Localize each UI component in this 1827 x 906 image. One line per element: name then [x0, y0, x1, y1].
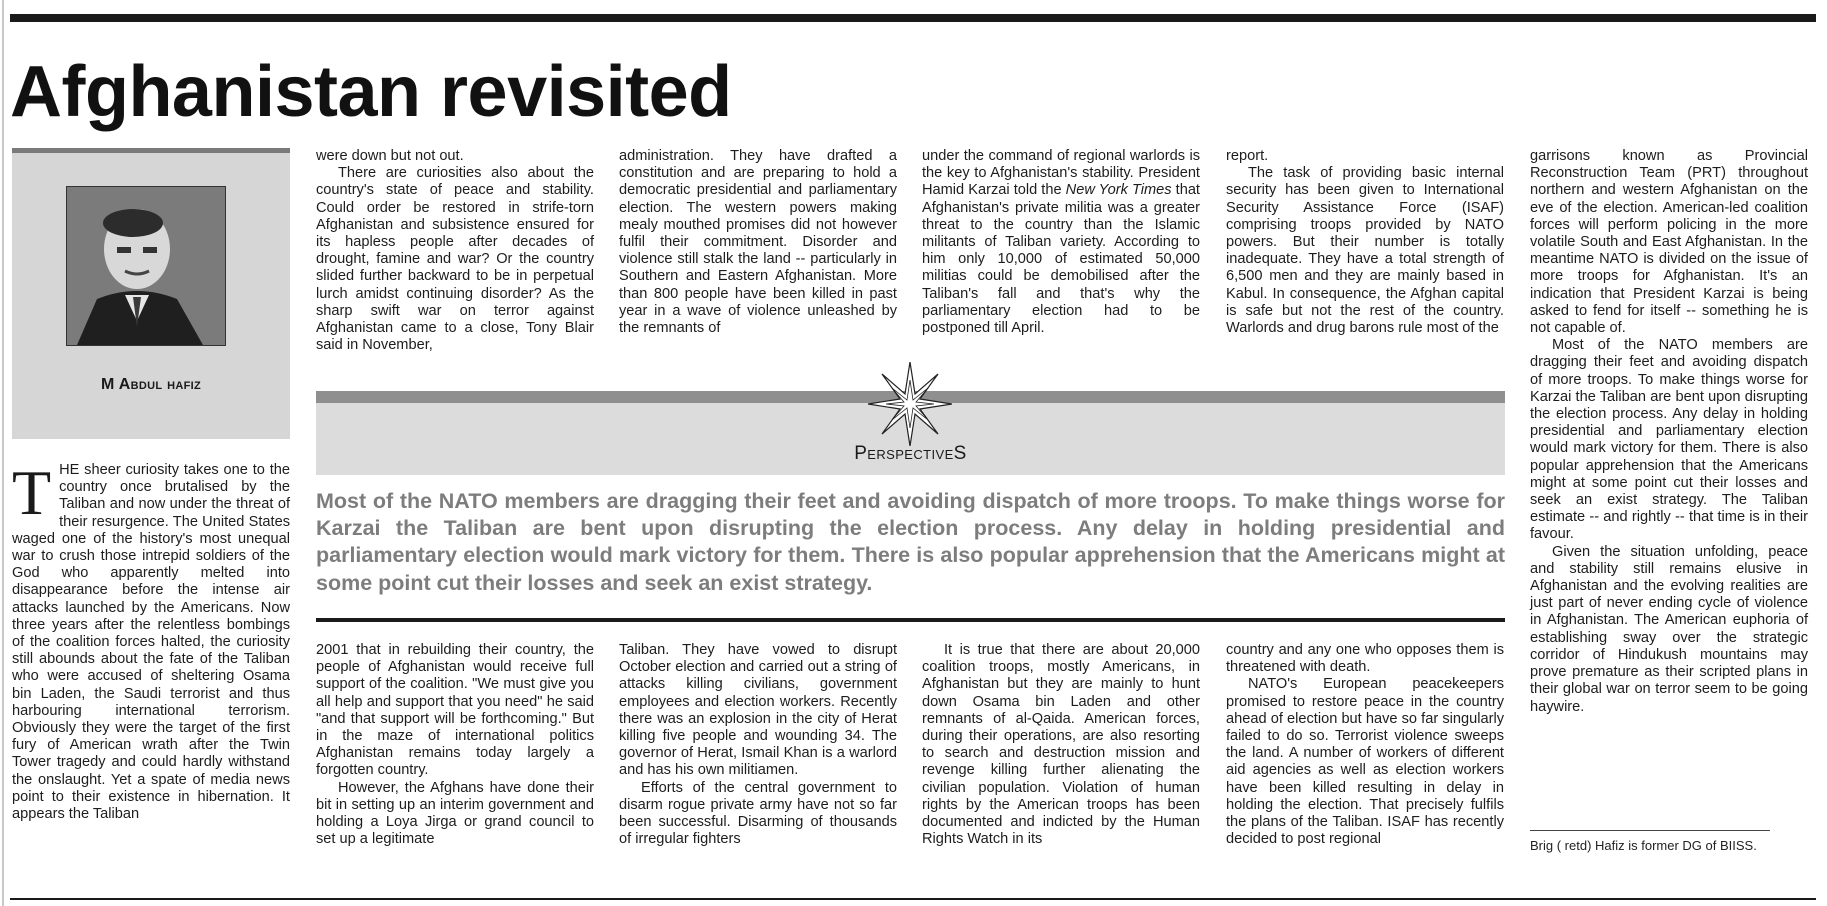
column-5-top — [1226, 148, 1504, 337]
column-2-bottom — [316, 642, 594, 848]
column-2-top — [316, 148, 594, 354]
drop-cap: T — [12, 457, 52, 528]
headline: Afghanistan revisited — [10, 52, 732, 132]
paragraph: 2001 that in rebuilding their country, the people of Afghanistan would receive full support of the coalition. "We must give you all help and support that you need" he said "and that support will be forthcoming." But in the maze of international politics Afghanistan remains today largely a forgotten country. — [316, 642, 594, 779]
column-4-bottom — [922, 642, 1200, 848]
top-rule — [10, 14, 1816, 22]
starburst-icon — [868, 362, 952, 446]
column-4-top — [922, 148, 1200, 337]
paragraph: However, the Afghans have done their bit in setting up an interim government and holding a Loya Jirga or grand council to set up a legitimate — [316, 779, 594, 848]
starburst-drawing — [868, 362, 952, 446]
text-run: under the command of regional warlords is the key to Afghanistan's stability. President Hamid Karzai told the — [922, 148, 1200, 199]
author-byline: M Abdul hafiz — [100, 376, 201, 393]
paragraph: NATO's European peacekeepers promised to restore peace in the country ahead of election but have so far singularly failed to do so. Terrorist violence sweeps the land. A number of workers of different aid agencies as well as election workers have been killed resulting in delay in holding the election. That precisely fulfils the plans of the Taliban. ISAF has recently decided to post regional — [1226, 676, 1504, 848]
paragraph: Given the situation unfolding, peace and stability still remains elusive in Afghanistan and the evolving realities are just part of never ending cycle of violence in Afghanistan. The American euphoria of establishing sway over the strategic corridor of Hindukush mountains may prove premature as their scripted plans in their global war on terror seem to be going haywire. — [1530, 543, 1808, 715]
column-5-bottom — [1226, 642, 1504, 848]
section-label: PerspectiveS — [854, 443, 967, 464]
column-1-text: HE sheer curiosity takes one to the country once brutalised by the Taliban and now under the threat of their resurgence. The United States waged one of the history's most unequal war to crush those intrepid soldiers of the God who apparently melted into disappearance before the intense air attacks launched by the Americans. Now three years after the relentless bombings of the coalition forces halted, the curiosity still abounds about the fate of the Taliban who were accused of sheltering Osama bin Laden, the Saudi terrorist and thus harbouring international terrorism. Obviously they were the target of the first fury of American wrath after the Twin Tower tragedy and could hardly withstand the onslaught. Yet a spate of media news point to their existence in hibernation. It appears the Taliban — [12, 462, 290, 823]
paragraph: Taliban. They have vowed to disrupt October election and carried out a string of attacks killing civilians, government employees and election workers. Recently there was an explosion in the city of Herat killing five people and wounding 34. The governor of Herat, Ismail Khan is a warlord and has his own militiamen. — [619, 642, 897, 779]
column-6 — [1530, 148, 1808, 716]
paragraph: report. — [1226, 148, 1269, 164]
portrait-icon — [66, 186, 226, 346]
portrait-drawing — [67, 187, 225, 345]
paragraph: Efforts of the central government to disarm rogue private army have not so far been successful. Disarming of thousands of irregular fighters — [619, 779, 897, 848]
column-3-top — [619, 148, 897, 337]
text-run: that Afghanistan's private militia was a greater threat to the country than the Islamic militants of Taliban variety. According to him only 10,000 of estimated 50,000 militias could be demobilised after the Taliban's fall and that's why the parliamentary election had to be postponed till April. — [922, 182, 1200, 337]
paragraph: garrisons known as Provincial Reconstruction Team (PRT) throughout northern and western Afghanistan on the eve of the election. American-led coalition forces will perform policing in the more volatile South and East Afghanistan. In the meantime NATO is divided on the issue of more troops for Afghanistan. It's an indication that President Karzai is being asked to fend for itself -- something he is not capable of. — [1530, 148, 1808, 337]
left-edge-rule — [2, 0, 4, 906]
column-3-bottom — [619, 642, 897, 848]
author-note: Brig ( retd) Hafiz is former DG of BIISS. — [1530, 838, 1757, 853]
paragraph: There are curiosities also about the country's state of peace and stability. Could order be restored in strife-torn Afghanistan and subsistence ensured for its hapless people after decades of drought, famine and war? Or the country slided further backward to be in perpetual lurch amidst continuing disorder? As the sharp swift war on terror against Afghanistan came to a close, Tony Blair said in November, — [316, 165, 594, 354]
paragraph: It is true that there are about 20,000 coalition troops, mostly Americans, in Afghanistan but they are mainly to hunt down Osama bin Laden and other remnants of al-Qaida. American forces, during their operations, are also resorting to search and destruction mission and revenge killing further alienating the civilian population. Violation of human rights by the American troops has been documented and indicted by the Human Rights Watch in its — [922, 642, 1200, 848]
publication-name: New York Times — [1065, 182, 1172, 199]
paragraph: administration. They have drafted a constitution and are preparing to hold a democratic presidential and parliamentary election. The western powers making mealy mouthed promises did not however fulfil their commitment. Disorder and violence still stalk the land -- particularly in Southern and Eastern Afghanistan. More than 800 people have been killed in past year in a wave of violence unleashed by the remnants of — [619, 148, 897, 337]
author-note-rule — [1530, 830, 1770, 831]
paragraph: The task of providing basic internal security has been given to International Security Assistance Force (ISAF) comprising troops provided by NATO powers. But their number is totally inadequate. They have a total strength of 6,500 men and they are mainly based in Kabul. In consequence, the Afghan capital is safe but not the rest of the country. Warlords and drug barons rule most of the — [1226, 165, 1504, 337]
pull-quote-rule — [316, 618, 1505, 622]
paragraph: country and any one who opposes them is threatened with death. — [1226, 642, 1504, 676]
paragraph: were down but not out. — [316, 148, 464, 164]
pull-quote: Most of the NATO members are dragging their feet and avoiding dispatch of more troops. To make things worse for Karzai the Taliban are bent upon disrupting the election process. Any delay in holding presidential and parliamentary election would mark victory for them. There is also popular apprehension that the Americans might at some point cut their losses and seek an exist strategy. — [316, 489, 1505, 595]
column-1 — [12, 457, 290, 888]
paragraph — [922, 148, 1200, 337]
bottom-rule — [10, 898, 1816, 900]
paragraph: Most of the NATO members are dragging their feet and avoiding dispatch of more troops. To make things worse for Karzai the Taliban are bent upon disrupting the election process. Any delay in holding presidential and parliamentary election would mark victory for them. There is also popular apprehension that the Americans might at some point cut their losses and seek an exist strategy. The Taliban estimate -- and rightly -- that time is in their favour. — [1530, 337, 1808, 543]
